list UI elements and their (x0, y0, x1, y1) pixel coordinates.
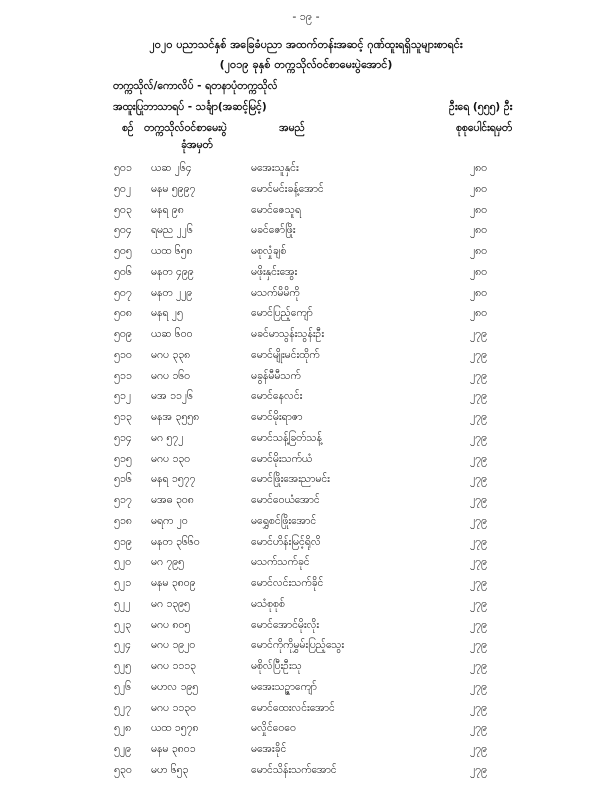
table-row (0, 536, 612, 556)
table-row (0, 473, 612, 493)
row-number: ၅၀၃ (114, 203, 132, 216)
row-number: ၅၂၅ (114, 660, 131, 672)
total-score: ၂၇၉ (470, 701, 487, 714)
university-line: တက္ကသိုလ်/ကောလိပ် - ရတနာပုံတက္ကသိုလ် (113, 80, 278, 92)
roll-number: ယထ ၁၅၇၈ (151, 722, 199, 735)
table-row (0, 349, 612, 369)
total-score: ၂၇၉ (470, 577, 487, 589)
total-count: ဦးရေ (၅၅၅) ဦး (449, 101, 513, 113)
row-number: ၅၁၉ (114, 535, 132, 548)
table-row (0, 577, 612, 597)
student-name: မောင်ဟိန်းမြင့်ရိုလိ (251, 535, 321, 548)
document-title: ၂၀၂၀ ပညာသင်နှစ် အခြေခံပညာ အထက်တန်းအဆင့် ဂုဏ်ထူးရရှိသူများစာရင်း (149, 38, 463, 51)
student-name: မောင်လင်းသက်ခိုင် (251, 577, 324, 589)
subject-line: အထူးပြုဘာသာရပ် - သင်္ချာ(အဆင့်မြင့်) (113, 101, 267, 113)
row-number: ၅၂၈ (114, 722, 132, 735)
total-score: ၂၇၉ (470, 639, 487, 652)
total-score: ၂၈၀ (470, 182, 488, 195)
column-header-roll-sub: ခုံအမှတ် (181, 139, 213, 151)
student-name: မောင်ထေးလင်းအောင် (251, 701, 335, 714)
roll-number: ယဆ ၂၆၄ (151, 162, 192, 174)
roll-number: မနတ ၂၂၉ (151, 286, 193, 299)
student-name: မောင်မျိုးမင်းထိုက် (251, 348, 320, 361)
roll-number: မဂပ ၁၃၀ (151, 452, 191, 465)
total-score: ၂၈၀ (470, 307, 488, 320)
total-score: ၂၇၉ (470, 680, 487, 693)
row-number: ၅၀၅ (114, 245, 132, 257)
row-number: ၅၁၄ (114, 431, 132, 444)
student-name: မောင်သိန်းသက်အောင် (251, 763, 337, 776)
total-score: ၂၇၉ (470, 452, 487, 465)
column-header-no: စဉ် (122, 122, 134, 134)
row-number: ၅၁၁ (114, 369, 132, 382)
roll-number: မဂပ ၁၉၂၀ (151, 639, 196, 652)
total-score: ၂၇၉ (470, 390, 487, 403)
column-header-score: စုစုပေါင်းရမှတ် (456, 122, 513, 134)
student-name: မသံစုစုစ် (251, 597, 285, 610)
table-row (0, 432, 612, 452)
table-row (0, 639, 612, 659)
table-row (0, 245, 612, 265)
student-name: မအေးခိုင် (251, 743, 287, 755)
student-name: မသက်မိမိကို (251, 286, 300, 299)
table-row (0, 162, 612, 182)
total-score: ၂၇၉ (470, 743, 487, 755)
table-row (0, 660, 612, 680)
column-header-roll: တက္ကသိုလ်ဝင်စာမေးပွဲ (144, 122, 227, 134)
student-name: မောင်ကိုကိုမွှမ်းပြည့်သွေး (251, 639, 345, 652)
total-score: ၂၈၀ (470, 286, 488, 299)
roll-number: မဂပ ၃၃၈ (151, 348, 191, 361)
row-number: ၅၀၇ (114, 286, 132, 299)
student-name: မစုလှုံချစ် (251, 245, 287, 257)
student-name: မောင်ဝေယံအောင် (251, 494, 320, 506)
roll-number: မဂ ၅၇၂ (151, 431, 184, 444)
table-row (0, 722, 612, 742)
total-score: ၂၈၀ (470, 224, 488, 237)
student-name: မဖိုးနှင်းအွေး (251, 265, 298, 278)
roll-number: မဟ ၆၅၃ (151, 763, 189, 776)
roll-number: မနအ ၃၅၅၈ (151, 411, 200, 423)
student-name: မောင်မိုးသက်ယံ (251, 452, 313, 465)
row-number: ၅၀၈ (114, 307, 132, 320)
roll-number: မဂပ ၁၆၀ (151, 369, 191, 382)
roll-number: မဂပ ၁၁၁၃ (151, 660, 196, 672)
document-subtitle: (၂၀၁၉ ခုနှစ် တက္ကသိုလ်ဝင်စာမေးပွဲအောင်) (219, 58, 393, 71)
row-number: ၅၂၂ (114, 597, 131, 610)
total-score: ၂၇၉ (470, 597, 487, 610)
table-row (0, 204, 612, 224)
student-name: မခွန်မီမီသက် (251, 369, 301, 382)
row-number: ၅၀၂ (114, 182, 131, 195)
roll-number: မအဓ ၃၀၈ (151, 494, 194, 506)
student-name: မောင်ဇေသူရ (251, 203, 301, 216)
student-name: မောင်ပြည့်ကျော် (251, 307, 313, 320)
student-name: မောင်သန့်ခြတ်သန့် (251, 431, 322, 444)
roll-number: မဂ ၁၃၉၅ (151, 597, 190, 610)
roll-number: မနတ ၃၆၆၀ (151, 535, 200, 548)
table-row (0, 743, 612, 763)
table-row (0, 287, 612, 307)
row-number: ၅၁၈ (114, 514, 132, 527)
student-name: မောင်အောင်မိုးလိုး (251, 618, 320, 631)
roll-number: မနရ ၉၈ (151, 203, 184, 216)
total-score: ၂၇၉ (470, 535, 487, 548)
row-number: ၅၂၄ (114, 639, 131, 652)
student-name: မသက်သက်ခုင် (251, 556, 310, 569)
total-score: ၂၇၉ (470, 431, 487, 444)
row-number: ၅၁၇ (114, 494, 132, 506)
total-score: ၂၇၉ (470, 348, 487, 361)
student-name: မောင်မင်းခန့်အောင် (251, 182, 324, 195)
table-row (0, 411, 612, 431)
student-name: မောင်မိုးရာဇာ (251, 411, 303, 423)
table-row (0, 681, 612, 701)
total-score: ၂၇၉ (470, 411, 487, 423)
total-score: ၂၇၉ (470, 660, 487, 672)
total-score: ၂၇၉ (470, 556, 487, 569)
table-row (0, 556, 612, 576)
row-number: ၅၂၆ (114, 680, 131, 693)
table-row (0, 494, 612, 514)
row-number: ၅၂၉ (114, 743, 131, 755)
roll-number: မအ ၁၁၂၆ (151, 390, 193, 403)
row-number: ၅၂၃ (114, 618, 131, 631)
student-name: မအေးသဉ္ဇာကျော် (251, 680, 317, 693)
roll-number: မဟလ ၁၉၅ (151, 680, 199, 693)
total-score: ၂၇၉ (470, 494, 487, 506)
row-number: ၅၂၀ (114, 556, 131, 569)
total-score: ၂၇၉ (470, 328, 487, 340)
table-row (0, 390, 612, 410)
row-number: ၅၁၃ (114, 411, 132, 423)
student-name: မလှိုင်ဝေဝေ (251, 722, 296, 735)
roll-number: မနမ ၃၈၀၁ (151, 743, 196, 755)
table-row (0, 328, 612, 348)
row-number: ၅၀၉ (114, 328, 132, 340)
roll-number: မနမ ၃၈၀၉ (151, 577, 196, 589)
table-row (0, 266, 612, 286)
table-row (0, 598, 612, 618)
roll-number: ယထ ၆၅၈ (151, 245, 193, 257)
student-name: မအေးသူနှင်း (251, 162, 299, 174)
student-name: မရွှေစင်ဖြိုးအောင် (251, 514, 317, 527)
row-number: ၅၁၆ (114, 473, 132, 486)
roll-number: မဂ ၇၉၅ (151, 556, 185, 569)
total-score: ၂၈၀ (470, 203, 488, 216)
roll-number: မနရ ၁၅၇၇ (151, 473, 196, 486)
roll-number: မဂပ ၈၀၅ (151, 618, 191, 631)
roll-number: ယဆ ၆၀၀ (151, 328, 193, 340)
student-name: မောင်ဖြိုးအေးညာမင်း (251, 473, 330, 486)
student-name: မခင်မာသွန်းသွန်းဦး (251, 328, 325, 340)
student-name: မစိုလ်ပြီးဦးသု (251, 660, 302, 672)
table-row (0, 224, 612, 244)
table-row (0, 702, 612, 722)
table-row (0, 183, 612, 203)
row-number: ၅၃၀ (114, 763, 132, 776)
total-score: ၂၇၉ (470, 722, 487, 735)
table-row (0, 307, 612, 327)
row-number: ၅၂၁ (114, 577, 131, 589)
student-name: မခင်ဇော်ဖြိုး (251, 224, 296, 237)
roll-number: ရမည ၂၂၆ (151, 224, 193, 237)
table-row (0, 453, 612, 473)
roll-number: မနရ ၂၅ (151, 307, 183, 320)
page-number: - ၁၉ - (292, 10, 320, 23)
total-score: ၂၇၉ (470, 514, 487, 527)
column-header-name: အမည် (279, 122, 305, 134)
row-number: ၅၀၄ (114, 224, 132, 237)
table-row (0, 764, 612, 784)
total-score: ၂၇၉ (470, 369, 487, 382)
total-score: ၂၈၀ (470, 245, 488, 257)
roll-number: မရက ၂၀ (151, 514, 188, 527)
roll-number: မနတ ၄၉၉ (151, 265, 194, 278)
total-score: ၂၈၀ (470, 162, 488, 174)
total-score: ၂၇၉ (470, 618, 487, 631)
table-row (0, 370, 612, 390)
total-score: ၂၈၀ (470, 265, 488, 278)
table-row (0, 515, 612, 535)
student-name: မောင်နေလင်း (251, 390, 303, 403)
total-score: ၂၇၉ (470, 473, 487, 486)
roll-number: မဂပ ၁၁၃၀ (151, 701, 196, 714)
roll-number: မနမ ၅၉၉၇ (151, 182, 196, 195)
row-number: ၅၁၅ (114, 452, 132, 465)
row-number: ၅၂၇ (114, 701, 131, 714)
row-number: ၅၀၁ (114, 162, 132, 174)
table-row (0, 619, 612, 639)
row-number: ၅၀၆ (114, 265, 132, 278)
row-number: ၅၁၀ (114, 348, 132, 361)
row-number: ၅၁၂ (114, 390, 131, 403)
total-score: ၂၇၉ (470, 763, 487, 776)
